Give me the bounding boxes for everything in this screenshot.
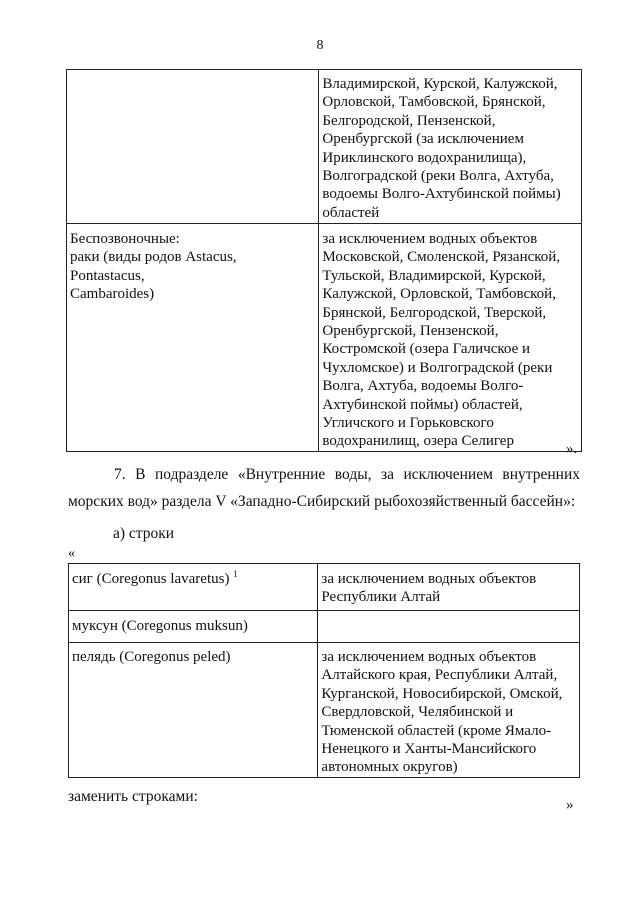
table-cell-exceptions <box>318 611 580 643</box>
opening-quote: « <box>68 546 75 561</box>
paragraph-7: 7. В подразделе «Внутренние воды, за исключением внутренних морских вод» раздела V «Западно-Сибирский рыбохозяйственный бассейн»: <box>68 466 580 510</box>
table-row <box>69 643 580 778</box>
table-cell-exceptions: за исключением водных объектов Республики Алтай <box>318 564 580 611</box>
footnote-marker: 1 <box>233 569 238 579</box>
replace-instruction: заменить строками: <box>68 788 198 805</box>
page-number: 8 <box>316 38 324 53</box>
table-cell-exceptions: за исключением водных объектов Алтайского края, Республики Алтай, Курганской, Новосибирской, Омской, Свердловской, Челябинской и Тюменской областей (кроме Ямало- Ненецкого и Ханты-Мансийского автономных округов) <box>318 643 580 778</box>
closing-quote: ». <box>566 441 578 457</box>
species-name: сиг (Coregonus lavaretus) <box>72 571 230 587</box>
table-row <box>67 224 582 452</box>
table-row <box>69 611 580 643</box>
table-row <box>67 70 582 224</box>
species-table-west-siberian <box>68 563 580 778</box>
table-cell-species <box>69 564 318 611</box>
table-cell-species: муксун (Coregonus muksun) <box>69 611 318 643</box>
table-cell-species <box>67 70 319 224</box>
table-cell-exceptions: за исключением водных объектов Московской, Смоленской, Рязанской, Тульской, Владимирской, Курской, Калужской, Орловской, Тамбовской, Брянской, Белгородской, Тверской, Оренбургской, Пензенской, Костромской (озера Галичское и Чухломское) и Волгоградской (реки Волга, Ахтуба, водоемы Волго- Ахтубинской поймы) областей, Угличского и Горьковского водохранилищ, озера Селигер <box>319 224 582 452</box>
table-cell-species: пелядь (Coregonus peled) <box>69 643 318 778</box>
table-row <box>69 564 580 611</box>
table-cell-species: Беспозвоночные: раки (виды родов Astacus, Pontastacus, Cambaroides) <box>67 224 319 452</box>
table-cell-exceptions: Владимирской, Курской, Калужской, Орловской, Тамбовской, Брянской, Белгородской, Пензенской, Оренбургской (за исключением Ириклинского водохранилища), Волгоградской (реки Волга, Ахтуба, водоемы Волго-Ахтубинской поймы) областей <box>319 70 582 224</box>
species-table-continued <box>66 69 582 452</box>
item-a-label: а) строки <box>113 525 175 542</box>
closing-quote: » <box>566 797 574 813</box>
